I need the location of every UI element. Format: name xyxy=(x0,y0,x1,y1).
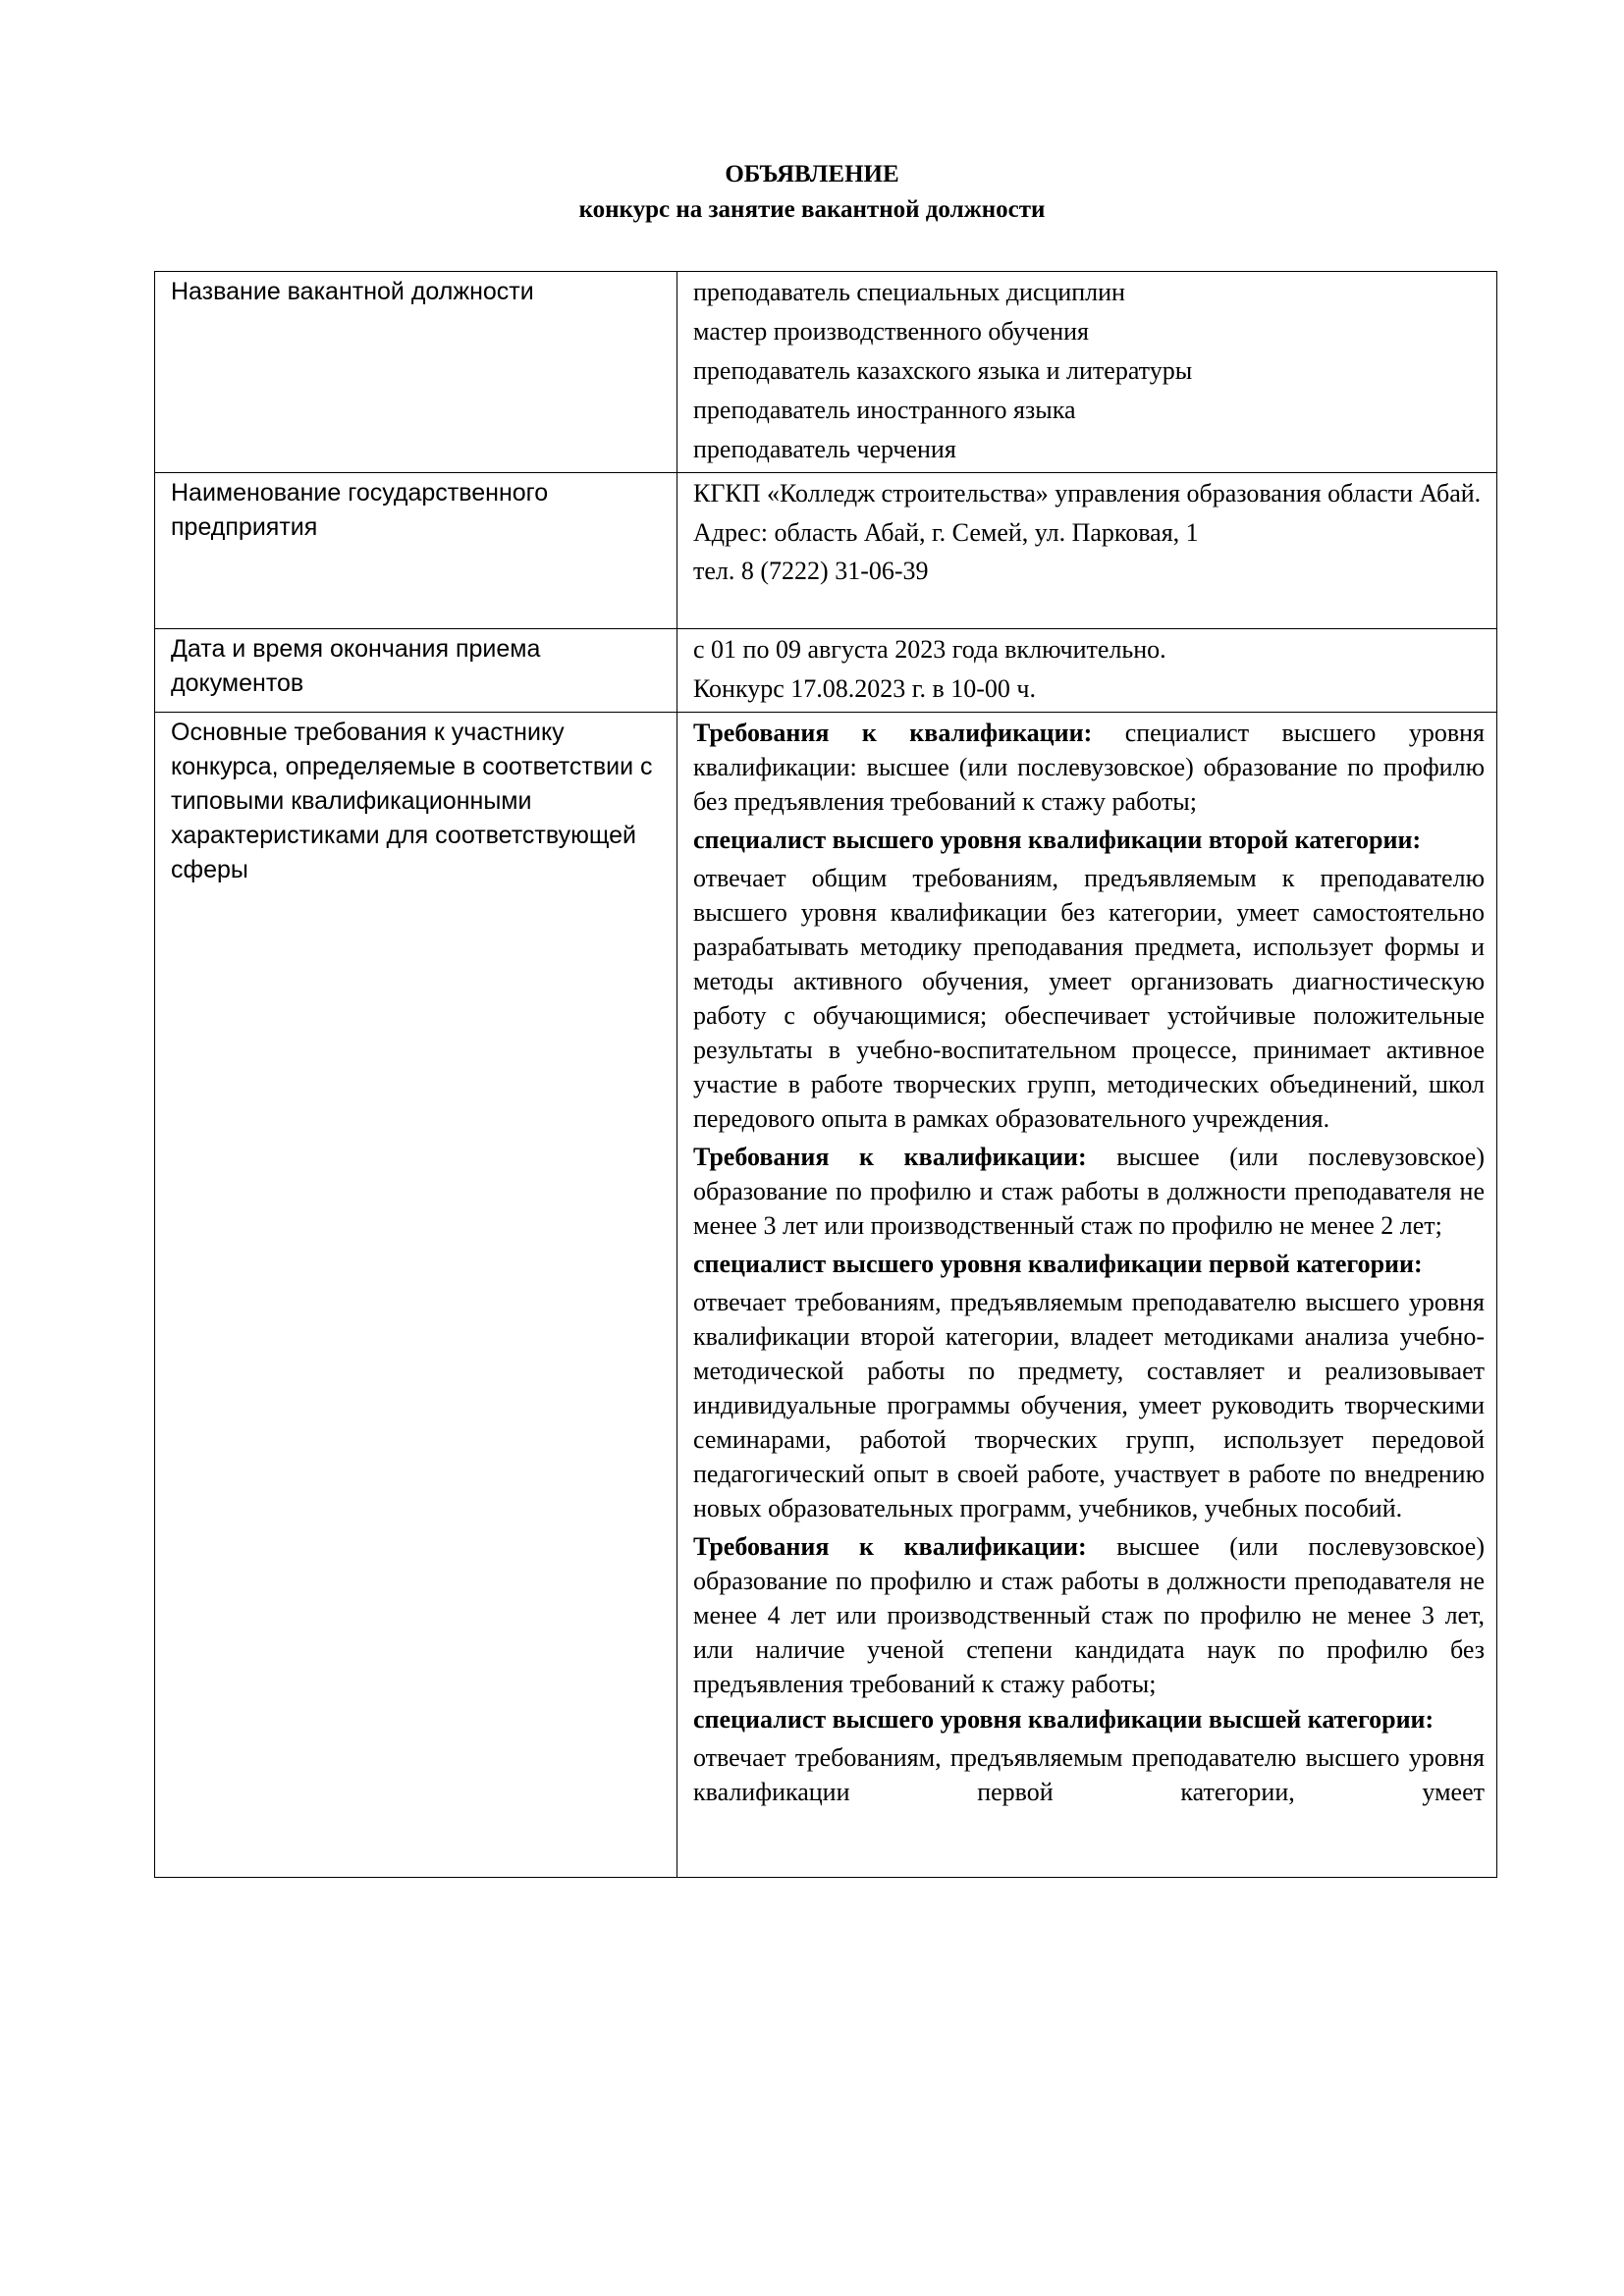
qualification-requirement-3 xyxy=(693,1529,1485,1701)
requirements-content xyxy=(677,713,1497,1878)
qualification-requirement-2 xyxy=(693,1140,1485,1243)
document-heading xyxy=(0,157,1624,228)
announcement-table xyxy=(154,271,1497,1878)
category-description-second: отвечает общим требованиям, предъявляемым к преподавателю высшего уровня квалификации без категории, умеет самостоятельно разрабатывать методику преподавания предмета, использует формы и методы активного обучения, умеет организовать диагностическую работу с обучающимися; обеспечивает устойчивые положительные результаты в учебно-воспитательном процессе, принимает активное участие в работе творческих групп, методических объединений, школ передового опыта в рамках образовательного учреждения. xyxy=(693,864,1485,1133)
table-row-position xyxy=(155,272,1497,473)
deadline-period: с 01 по 09 августа 2023 года включительно. xyxy=(693,635,1166,664)
enterprise-address: Адрес: область Абай, г. Семей, ул. Парковая, 1 xyxy=(693,518,1199,547)
requirements-label: Основные требования к участнику конкурса, определяемые в соответствии с типовыми квалификационными характеристиками для соответствующей сферы xyxy=(155,713,677,1878)
position-item: преподаватель черчения xyxy=(693,435,956,463)
enterprise-label: Наименование государственного предприятия xyxy=(155,473,677,629)
requirement-text: высшее (или послевузовское) образование по профилю и стаж работы в должности преподавателя не менее 3 лет или производственный стаж по профилю не менее 2 лет; xyxy=(693,1143,1485,1240)
contest-date: Конкурс 17.08.2023 г. в 10-00 ч. xyxy=(693,674,1037,703)
requirement-label: Требования к квалификации: xyxy=(693,719,1093,747)
enterprise-info xyxy=(677,473,1497,629)
deadline-label: Дата и время окончания приема документов xyxy=(155,629,677,713)
enterprise-phone: тел. 8 (7222) 31-06-39 xyxy=(693,557,929,585)
position-item: преподаватель казахского языка и литературы xyxy=(693,356,1193,385)
enterprise-name: КГКП «Колледж строительства» управления образования области Абай. xyxy=(693,479,1482,507)
category-description-first: отвечает требованиям, предъявляемым преподавателю высшего уровня квалификации второй категории, владеет методиками анализа учебно-методической работы по предмету, составляет и реализовывает индивидуальные программы обучения, умеет руководить творческими семинарами, работой творческих групп, использует передовой педагогический опыт в своей работе, участвует в работе по внедрению новых образовательных программ, учебников, учебных пособий. xyxy=(693,1288,1485,1522)
qualification-requirement-1 xyxy=(693,716,1485,819)
requirement-text: высшее (или послевузовское) образование по профилю и стаж работы в должности преподавателя не менее 4 лет или производственный стаж по профилю не менее 3 лет, или наличие ученой степени кандидата наук по профилю без предъявления требований к стажу работы; xyxy=(693,1532,1485,1698)
position-item: преподаватель специальных дисциплин xyxy=(693,278,1125,306)
position-list xyxy=(677,272,1497,473)
document-subtitle: конкурс на занятие вакантной должности xyxy=(578,196,1046,223)
category-heading-highest: специалист высшего уровня квалификации высшей категории: xyxy=(693,1705,1435,1734)
table-row-requirements xyxy=(155,713,1497,1878)
table-row-deadline xyxy=(155,629,1497,713)
position-item: преподаватель иностранного языка xyxy=(693,396,1076,424)
document-title: ОБЪЯВЛЕНИЕ xyxy=(725,161,899,187)
table-row-enterprise xyxy=(155,473,1497,629)
requirement-label: Требования к квалификации: xyxy=(693,1143,1087,1171)
requirement-label: Требования к квалификации: xyxy=(693,1532,1087,1561)
category-heading-second: специалист высшего уровня квалификации второй категории: xyxy=(693,826,1422,854)
requirement-text: специалист высшего уровня квалификации: высшее (или послевузовское) образование по профилю без предъявления требований к стажу работы; xyxy=(693,719,1485,816)
category-heading-first: специалист высшего уровня квалификации первой категории: xyxy=(693,1250,1423,1278)
position-item: мастер производственного обучения xyxy=(693,317,1089,346)
category-description-highest: отвечает требованиям, предъявляемым преподавателю высшего уровня квалификации первой категории, умеет xyxy=(693,1743,1485,1806)
position-label: Название вакантной должности xyxy=(155,272,677,473)
deadline-info xyxy=(677,629,1497,713)
